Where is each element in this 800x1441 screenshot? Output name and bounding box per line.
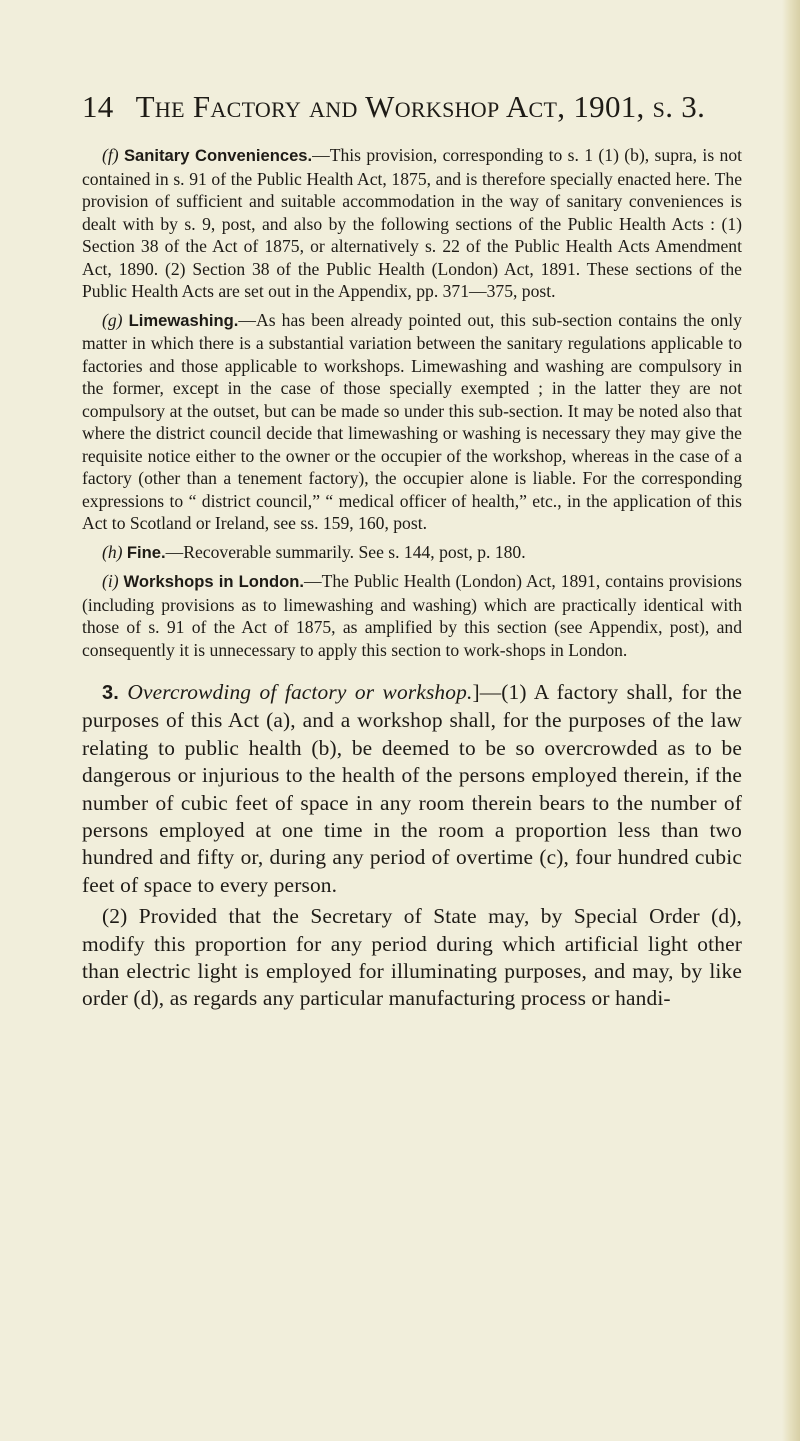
running-title: The Factory and Workshop Act, 1901, s. 3. <box>135 89 706 124</box>
note-text: —The Public Health (London) Act, 1891, contains provisions (including provisions as to limewashing and washing) which are practically identical with those of s. 91 of the Act of 1875, as amplified by this section (see Appendix, post), and consequently it is unnecessary to apply this section to work-shops in London. <box>82 571 743 660</box>
section-caption: Overcrowding of factory or workshop. <box>127 680 473 704</box>
footnote-g <box>82 309 742 535</box>
running-header <box>82 88 742 126</box>
note-heading: Sanitary Conveniences. <box>123 146 313 165</box>
section-text: ]—(1) A factory shall, for the purposes of this Act (a), and a workshop shall, for the purposes of the law relating to public health (b), be deemed to be so overcrowded as to be dangerous or injurious to the health of the persons employed therein, if the number of cubic feet of space in any room therein bears to the number of persons employed at one time in the room a proportion less than two hundred and fifty or, during any period of overtime (c), four hundred cubic feet of space to every person. <box>82 680 743 897</box>
note-heading: Fine. <box>126 542 166 562</box>
section-3-subsection-2 <box>82 903 742 1013</box>
note-text: —Recoverable summarily. See s. 144, post, p. 180. <box>165 541 526 562</box>
note-heading: Workshops in London. <box>123 572 305 591</box>
section-text: (2) Provided that the Secretary of State may, by Special Order (d), modify this proportion for any period during which artificial light other than electric light is employed for illuminating purposes, and may, by like order (d), as regards any particular manufacturing process or handi- <box>82 904 742 1011</box>
note-text: —As has been already pointed out, this sub-section contains the only matter in which there is a substantial variation between the sanitary regulations applicable to factories and those applicable to workshops. Limewashing and washing are compulsory in the former, except in the case of those specially exempted ; in the latter they are not compulsory at the outset, but can be made so under this sub-section. It may be noted also that where the district council decide that limewashing or washing is necessary they may give the requisite notice either to the owner or the occupier of the workshop, whereas in the case of a factory (other than a tenement factory), the occupier alone is liable. For the corresponding expressions to “ district council,” “ medical officer of health,” etc., in the application of this Act to Scotland or Ireland, see ss. 159, 160, post. <box>82 309 742 533</box>
page-number: 14 <box>82 89 114 124</box>
footnote-f <box>82 144 742 303</box>
note-label: (i) <box>102 571 119 591</box>
page-edge-shadow <box>782 0 800 1441</box>
section-3-subsection-1 <box>82 679 742 899</box>
note-label: (f) <box>102 145 119 165</box>
note-label: (g) <box>102 309 123 330</box>
footnote-h <box>82 541 742 565</box>
note-label: (h) <box>102 541 123 562</box>
note-heading: Limewashing. <box>128 310 239 330</box>
section-number: 3. <box>102 682 119 704</box>
note-text: —This provision, corresponding to s. 1 (1) (b), supra, is not contained in s. 91 of the Public Health Act, 1875, and is therefore specially enacted here. The provision of sufficient and suitable accommodation in the way of sanitary conveniences is dealt with by s. 9, post, and also by the following sections of the Public Health Acts : (1) Section 38 of the Act of 1875, or alternatively s. 22 of the Public Health Acts Amendment Act, 1890. (2) Section 38 of the Public Health (London) Act, 1891. These sections of the Public Health Acts are set out in the Appendix, pp. 371—375, post. <box>82 145 743 301</box>
footnote-i <box>82 570 742 661</box>
book-page <box>82 88 742 1017</box>
